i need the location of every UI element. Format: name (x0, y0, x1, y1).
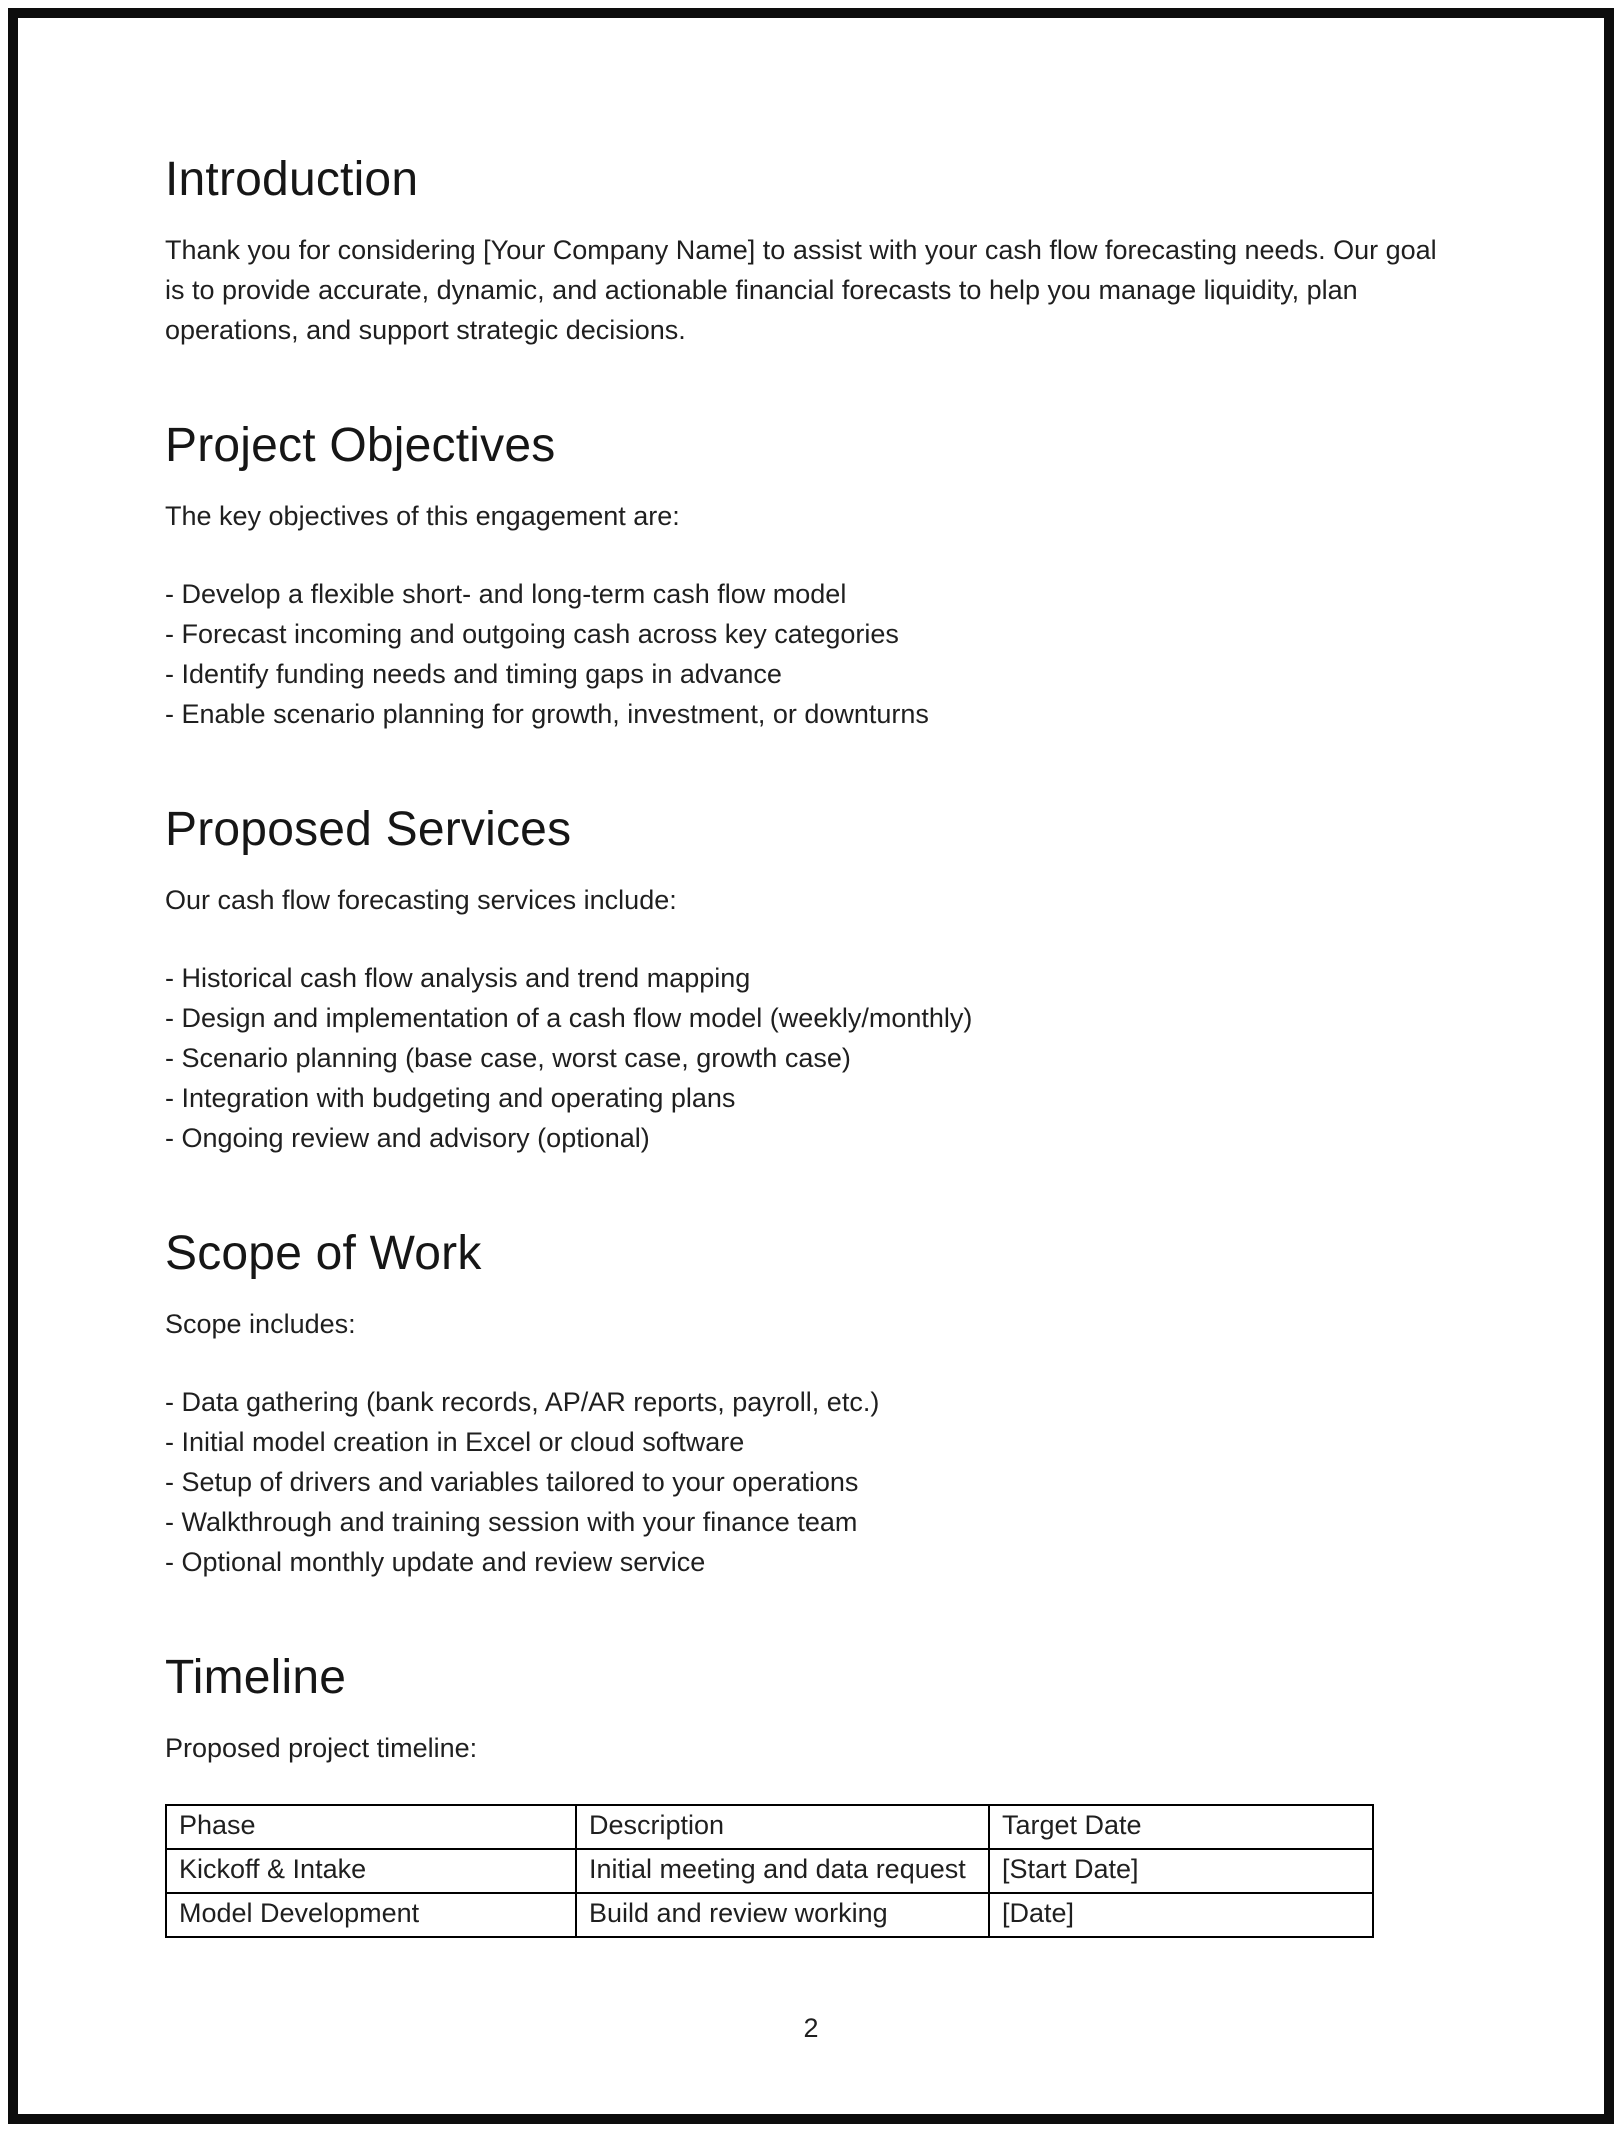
heading-project-objectives: Project Objectives (165, 419, 556, 472)
cell-target-date: [Date] (989, 1893, 1373, 1937)
objectives-list (165, 574, 1457, 734)
section-introduction (165, 152, 1457, 350)
list-item: - Develop a flexible short- and long-term cash flow model (165, 579, 847, 609)
heading-timeline: Timeline (165, 1651, 347, 1704)
scope-lead-text: Scope includes: (165, 1309, 356, 1339)
table-row (166, 1893, 1373, 1937)
heading-proposed-services: Proposed Services (165, 803, 572, 856)
list-item: - Data gathering (bank records, AP/AR reports, payroll, etc.) (165, 1387, 880, 1417)
table-row (166, 1849, 1373, 1893)
list-item: - Historical cash flow analysis and trend mapping (165, 963, 751, 993)
introduction-paragraph: Thank you for considering [Your Company Name] to assist with your cash flow forecasting needs. Our goal is to provide accurate, dynamic, and actionable financial forecasts to help you manage liquidity, plan operations, and support strategic decisions. (165, 235, 1437, 345)
section-timeline (165, 1650, 1457, 1938)
list-item: - Ongoing review and advisory (optional) (165, 1123, 650, 1153)
cell-phase: Model Development (166, 1893, 576, 1937)
heading-introduction: Introduction (165, 153, 419, 206)
services-list (165, 958, 1457, 1158)
scope-list (165, 1382, 1457, 1582)
list-item: - Forecast incoming and outgoing cash across key categories (165, 619, 899, 649)
cell-phase: Kickoff & Intake (166, 1849, 576, 1893)
heading-scope-of-work: Scope of Work (165, 1227, 482, 1280)
table-header-row (166, 1805, 1373, 1849)
cell-description: Build and review working (576, 1893, 989, 1937)
section-proposed-services (165, 802, 1457, 1158)
list-item: - Identify funding needs and timing gaps in advance (165, 659, 782, 689)
list-item: - Walkthrough and training session with your finance team (165, 1507, 858, 1537)
list-item: - Enable scenario planning for growth, investment, or downturns (165, 699, 929, 729)
list-item: - Optional monthly update and review service (165, 1547, 706, 1577)
cell-description: Initial meeting and data request (576, 1849, 989, 1893)
column-header-description: Description (576, 1805, 989, 1849)
timeline-table (165, 1804, 1374, 1938)
page-content (165, 152, 1457, 1938)
list-item: - Scenario planning (base case, worst case, growth case) (165, 1043, 851, 1073)
section-project-objectives (165, 418, 1457, 734)
page-number: 2 (803, 2013, 819, 2043)
cell-target-date: [Start Date] (989, 1849, 1373, 1893)
column-header-target-date: Target Date (989, 1805, 1373, 1849)
column-header-phase: Phase (166, 1805, 576, 1849)
objectives-lead-text: The key objectives of this engagement are: (165, 501, 680, 531)
list-item: - Integration with budgeting and operating plans (165, 1083, 736, 1113)
services-lead-text: Our cash flow forecasting services include: (165, 885, 677, 915)
list-item: - Design and implementation of a cash flow model (weekly/monthly) (165, 1003, 973, 1033)
timeline-lead-text: Proposed project timeline: (165, 1733, 478, 1763)
list-item: - Setup of drivers and variables tailored to your operations (165, 1467, 859, 1497)
list-item: - Initial model creation in Excel or cloud software (165, 1427, 745, 1457)
section-scope-of-work (165, 1226, 1457, 1582)
